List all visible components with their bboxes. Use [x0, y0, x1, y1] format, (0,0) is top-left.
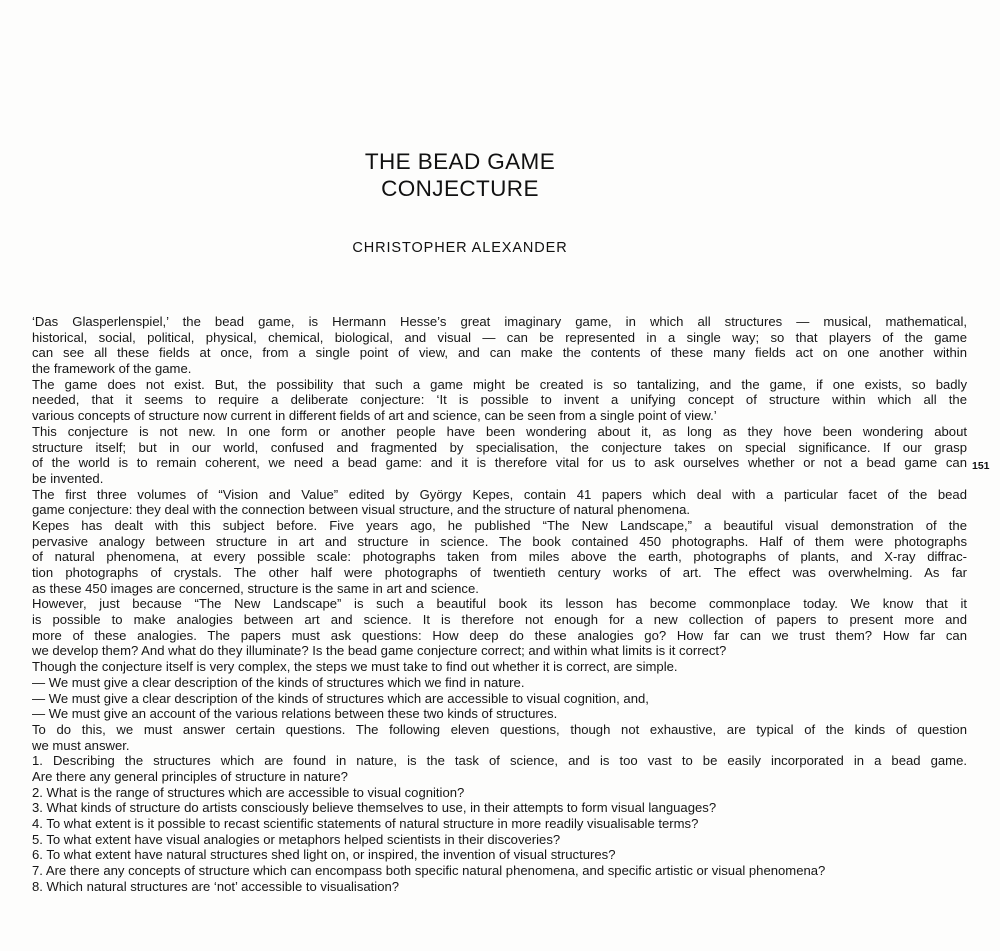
body-line: However, just because “The New Landscape” is such a beautiful book its lesson has become commonplace today. We know that it [32, 596, 967, 612]
body-line: — We must give an account of the various relations between these two kinds of structures. [32, 706, 558, 722]
body-line: 3. What kinds of structure do artists consciously believe themselves to use, in their attempts to form visual languages? [32, 800, 717, 816]
body-line: of the world is to remain coherent, we need a bead game: and it is therefore vital for us to ask ourselves whether or not a bead game can [32, 455, 967, 471]
body-line: the framework of the game. [32, 361, 192, 377]
body-line: game conjecture: they deal with the connection between visual structure, and the structure of natural phenomena. [32, 502, 690, 518]
body-line: needed, that it seems to require a deliberate conjecture: ‘It is possible to invent a unifying concept of structure within which all the [32, 392, 967, 408]
body-line: can see all these fields at once, from a single point of view, and can make the contents of these many fields act on one another within [32, 345, 967, 361]
body-line: 8. Which natural structures are ‘not’ accessible to visualisation? [32, 878, 400, 894]
body-line: 7. Are there any concepts of structure which can encompass both specific natural phenomena, and specific artistic or visual phenomena? [32, 863, 826, 879]
body-line: structure itself; but in our world, confused and fragmented by specialisation, the conjecture takes on special significance. If our grasp [32, 439, 967, 455]
body-line: be invented. [32, 470, 104, 486]
body-line: of natural phenomena, at every possible scale: photographs taken from miles above the earth, photographs of plants, and X-ray diffrac- [32, 549, 967, 565]
body-line: Kepes has dealt with this subject before. Five years ago, he published “The New Landscape,” a beautiful visual demonstration of the [32, 517, 967, 533]
body-line: — We must give a clear description of the kinds of structures which are accessible to visual cognition, and, [32, 690, 649, 706]
article-title [250, 148, 670, 202]
body-line: historical, social, political, physical, chemical, biological, and visual — can be represented in a single way; so that players of the game [32, 329, 967, 345]
body-line: 6. To what extent have natural structures shed light on, or inspired, the invention of visual structures? [32, 847, 616, 863]
title-line-2: CONJECTURE [381, 176, 539, 201]
body-line: we must answer. [32, 737, 130, 753]
body-line: The game does not exist. But, the possibility that such a game might be created is so tantalizing, and the game, if one exists, so badly [32, 376, 967, 392]
body-line: — We must give a clear description of the kinds of structures which we find in nature. [32, 674, 525, 690]
author-name: CHRISTOPHER ALEXANDER [352, 240, 568, 256]
body-line: 2. What is the range of structures which are accessible to visual cognition? [32, 784, 465, 800]
page-number: 151 [972, 460, 990, 472]
body-line: Though the conjecture itself is very complex, the steps we must take to find out whether it is correct, are simple. [32, 659, 678, 675]
body-line: more of these analogies. The papers must ask questions: How deep do these analogies go? How far can we trust them? How far can [32, 627, 967, 643]
body-line: various concepts of structure now current in different fields of art and science, can be seen from a single point of view.’ [32, 408, 717, 424]
body-line: To do this, we must answer certain questions. The following eleven questions, though not exhaustive, are typical of the kinds of question [32, 721, 967, 737]
body-line: ‘Das Glasperlenspiel,’ the bead game, is Hermann Hesse’s great imaginary game, in which all structures — musical, mathematical, [32, 314, 967, 329]
title-line-1: THE BEAD GAME [364, 149, 556, 174]
body-line: we develop them? And what do they illuminate? Is the bead game conjecture correct; and within what limits is it correct? [32, 643, 727, 659]
body-line: This conjecture is not new. In one form or another people have been wondering about it, as long as they hove been wondering about [32, 423, 967, 439]
article-body [32, 314, 967, 894]
body-line: tion photographs of crystals. The other half were photographs of twentieth century works of art. The effect was overwhelming. As far [32, 565, 967, 580]
body-line: 1. Describing the structures which are found in nature, is the task of science, and is too vast to be easily incorporated in a bead game. [32, 753, 967, 769]
body-line: 4. To what extent is it possible to recast scientific statements of natural structure in more readily visualisable terms? [32, 816, 699, 831]
body-line: as these 450 images are concerned, structure is the same in art and science. [32, 580, 479, 596]
body-line: The first three volumes of “Vision and Value” edited by György Kepes, contain 41 papers which deal with a particular facet of the bead [32, 486, 967, 502]
body-line: 5. To what extent have visual analogies or metaphors helped scientists in their discoveries? [32, 831, 561, 847]
body-line: is possible to make analogies between art and science. It is therefore not enough for a new collection of papers to present more and [32, 612, 967, 628]
body-line: pervasive analogy between structure in art and structure in science. The book contained 450 photographs. Half of them were photographs [32, 533, 967, 549]
body-line: Are there any general principles of structure in nature? [32, 768, 348, 784]
